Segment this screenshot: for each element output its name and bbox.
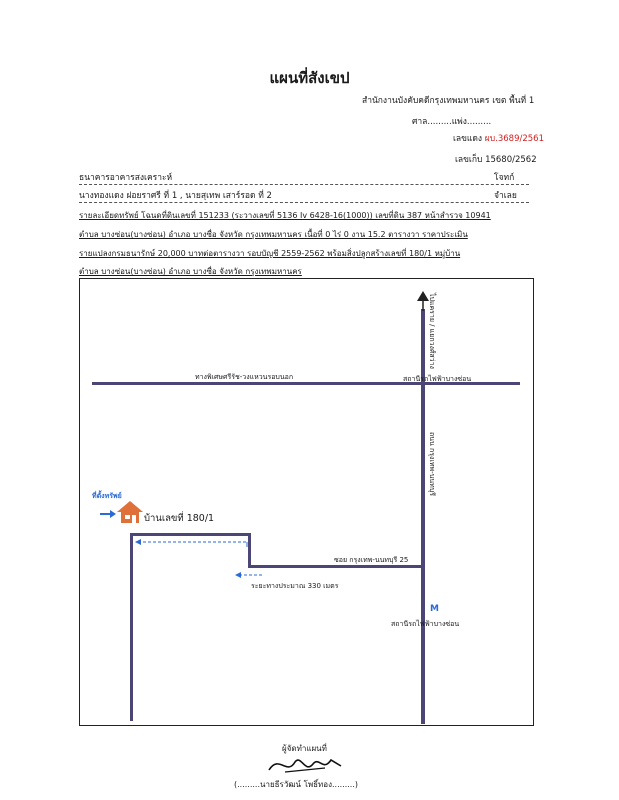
plaintiff-role: โจทก์ — [494, 173, 515, 183]
signature-icon — [265, 752, 345, 778]
north-road-label: ไปแคราย / แยกวงศ์สว่าง — [428, 293, 436, 369]
distance-arrow-icon — [135, 537, 250, 547]
divider-line — [79, 202, 529, 203]
station-top-label: สถานีรถไฟฟ้าบางซ่อน — [403, 375, 472, 383]
divider-line — [79, 184, 529, 185]
main-road — [421, 309, 425, 724]
storage-number: เลขเก็บ 15680/2562 — [455, 155, 537, 165]
office-name: สำนักงานบังคับคดีกรุงเทพมหานคร เขต พื้นที่ 1 — [362, 96, 535, 106]
station-bottom-label: สถานีรถไฟฟ้าบางซ่อน — [391, 620, 460, 628]
expressway-label: ทางพิเศษศรีรัช-วงแหวนรอบนอก — [195, 373, 294, 381]
house-number-label: บ้านเลขที่ 180/1 — [144, 513, 215, 524]
main-road-label: ถนน กรุงเทพ-นนทบุรี — [428, 432, 436, 496]
access-road — [130, 533, 251, 536]
house-icon — [117, 501, 143, 523]
pointer-arrow-icon — [100, 509, 116, 519]
plaintiff-name: ธนาคารอาคารสงเคราะห์ — [79, 173, 173, 183]
property-location-label: ที่ตั้งทรัพย์ — [92, 492, 122, 500]
red-case-number — [453, 131, 544, 145]
distance-label: ระยะทางประมาณ 330 เมตร — [251, 582, 339, 590]
description-line-1: รายละเอียดทรัพย์ โฉนดที่ดินเลขที่ 151233 (ระวางเลขที่ 5136 Iv 6428-16(1000)) เลขที่ดิน 387 หน้าสำรวจ 10941 — [79, 211, 491, 220]
soi-label: ซอย กรุงเทพ-นนทบุรี 25 — [334, 556, 409, 564]
red-case-value: ผบ.3689/2561 — [484, 134, 544, 144]
drawer-label: ผู้จัดทำแผนที่ — [282, 744, 327, 753]
metro-icon: M — [430, 604, 439, 614]
description-line-4: ตำบล บางซ่อน(บางซ่อน) อำเภอ บางซื่อ จังหวัด กรุงเทพมหานคร — [79, 267, 302, 276]
description-line-2: ตำบล บางซ่อน(บางซ่อน) อำเภอ บางซื่อ จังหวัด กรุงเทพมหานคร เนื้อที่ 0 ไร่ 0 งาน 15.2 ตารางวา ราคาประเมิน — [79, 230, 468, 239]
side-road — [130, 533, 133, 721]
red-case-label: เลขแดง — [453, 134, 483, 144]
drawer-name: (.........นายธีรวัฒน์ โพธิ์ทอง.........) — [234, 780, 359, 789]
defendant-role: จำเลย — [494, 191, 517, 201]
sketch-map — [79, 278, 534, 726]
page-title: แผนที่สังเขป — [269, 69, 350, 87]
court-name: ศาล.........แพ่ง......... — [412, 117, 492, 127]
defendant-name: นางทองแดง ฝอยราศรี ที่ 1 , นายสุเทพ เสาร์รอด ที่ 2 — [79, 191, 272, 201]
description-line-3: รายแปลงกรมธนารักษ์ 20,000 บาทต่อตารางวา รอบบัญชี 2559-2562 พร้อมสิ่งปลูกสร้างเลขที่ 180/1 หมู่บ้าน — [79, 249, 461, 258]
